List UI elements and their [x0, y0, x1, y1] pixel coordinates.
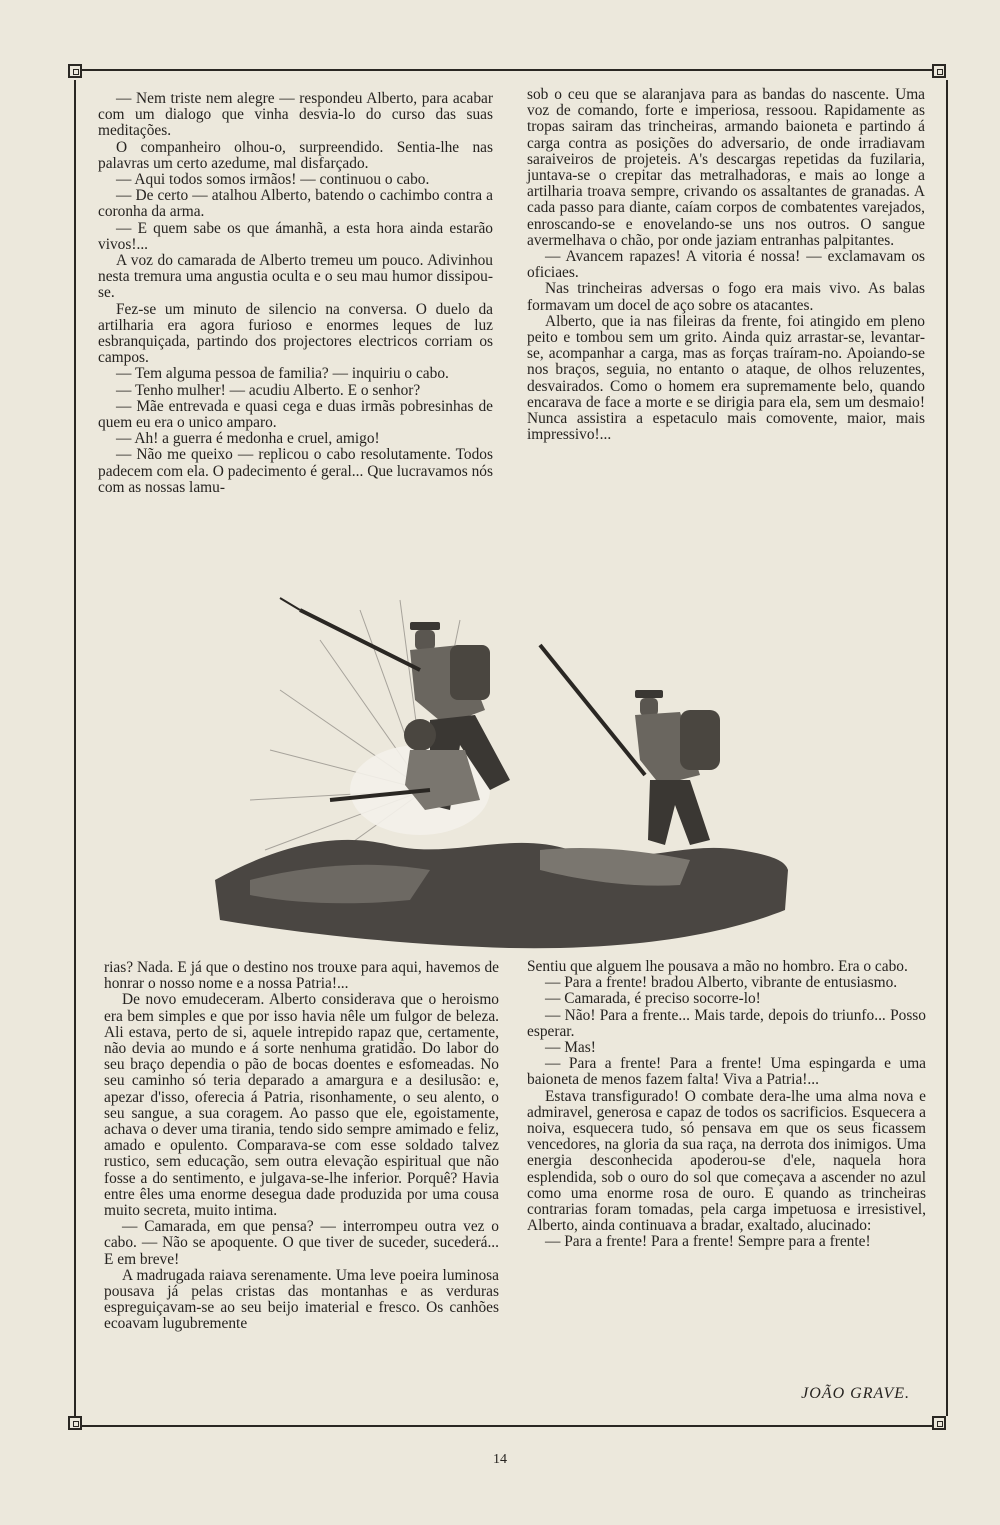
paragraph: — E quem sabe os que ámanhã, a esta hora ainda estarão vivos!... [98, 219, 493, 253]
paragraph: — De certo — atalhou Alberto, batendo o cachimbo contra a coronha da arma. [98, 187, 493, 221]
text-column-top-left [98, 91, 493, 496]
paragraph: — Camarada, em que pensa? — interrompeu outra vez o cabo. — Não se apoquente. O que tiver de suceder, sucederá... E em breve! [104, 1218, 499, 1268]
paragraph: Fez-se um minuto de silencio na conversa. O duelo da artilharia era agora furioso e enormes leques de luz esbranquiçada, partindo dos projectores electricos corriam os campos. [98, 300, 493, 367]
paragraph: — Avancem rapazes! A vitoria é nossa! — exclamavam os oficiaes. [527, 248, 925, 282]
paragraph: — Nem triste nem alegre — respondeu Alberto, para acabar com um dialogo que vinha desvia-lo do curso das suas meditações. [98, 90, 493, 140]
text-column-bottom-left [104, 960, 499, 1333]
corner-ornament-top-right [932, 64, 946, 78]
frame-right-rule [946, 80, 948, 1416]
corner-ornament-bottom-left [68, 1416, 82, 1430]
paragraph: — Camarada, é preciso socorre-lo! [545, 990, 761, 1008]
corner-ornament-top-left [68, 64, 82, 78]
paragraph: rias? Nada. E já que o destino nos trouxe para aqui, havemos de honrar o nosso nome e a nossa Patria!... [104, 959, 499, 993]
page-number: 14 [493, 1452, 507, 1467]
battle-illustration [210, 550, 790, 955]
frame-bottom-rule [78, 1425, 946, 1427]
text-column-bottom-right [527, 959, 926, 1251]
paragraph: — Para a frente! bradou Alberto, vibrante de entusiasmo. [545, 974, 898, 992]
paragraph: A madrugada raiava serenamente. Uma leve poeira luminosa pousava já pelas cristas das montanhas e as verduras espreguiçavam-se ao seu beijo imaterial e fresco. Os canhões ecoavam lugubremente [104, 1266, 499, 1333]
paragraph: — Mas! [545, 1039, 596, 1057]
frame-left-rule [74, 80, 76, 1416]
paragraph: — Mãe entrevada e quasi cega e duas irmãs pobresinhas de quem eu era o unico amparo. [98, 397, 493, 432]
corner-ornament-bottom-right [932, 1416, 946, 1430]
paragraph: A voz do camarada de Alberto tremeu um pouco. Adivinhou nesta tremura uma angustia oculta e o seu mau humor dissipou-se. [98, 252, 493, 302]
paragraph: O companheiro olhou-o, surpreendido. Sentia-lhe nas palavras um certo azedume, mal disfarçado. [98, 138, 493, 172]
paragraph: — Ah! a guerra é medonha e cruel, amigo! [116, 430, 380, 448]
paragraph: Estava transfigurado! O combate dera-lhe uma alma nova e admiravel, generosa e capaz de todos os sacrificios. Esquecera a noiva, esquecera tudo, só pensava em que os seus ficassem vencedores, na gloria da sua raça, na derrota dos inimigos. Uma energia desconhecida apoderou-se d'ele, naquela hora esplendida, sob o ouro do sol que começava a ascender no azul como uma enorme rosa de ouro. E quando as trincheiras contrarias foram tomadas, pela carga impetuosa e irresistivel, Alberto, ainda continuava a bradar, exaltado, alucinado: [527, 1087, 926, 1235]
paragraph: — Não! Para a frente... Mais tarde, depois do triunfo... Posso esperar. [527, 1006, 926, 1040]
paragraph: — Tem alguma pessoa de familia? — inquiriu o cabo. [116, 365, 449, 383]
paragraph: — Para a frente! Para a frente! Uma espingarda e uma baioneta de menos fazem falta! Viva a Patria!... [527, 1055, 926, 1089]
paragraph: Sentiu que alguem lhe pousava a mão no hombro. Era o cabo. [527, 958, 908, 975]
text-column-top-right [527, 87, 925, 443]
paragraph: sob o ceu que se alaranjava para as bandas do nascente. Uma voz de comando, forte e imperiosa, ressoou. Rapidamente as tropas sairam das trincheiras, armando baioneta e partindo á carga contra as posições do adversario, de onde irradiavam saraiveiros de projeteis. A's descargas repetidas da fuzilaria, juntava-se o crepitar das metralhadoras, e mais ao longe a artilharia troava sempre, crivando os assaltantes de granadas. A cada passo para diante, caíam corpos de combatentes varejados, enroscando-se e enovelando-se uns nos outros. O sangue avermelhava o chão, por onde jaziam entranhas palpitantes. [527, 86, 925, 249]
paragraph: — Para a frente! Para a frente! Sempre para a frente! [545, 1233, 871, 1251]
author-signature: JOÃO GRAVE. [801, 1385, 910, 1402]
paragraph: De novo emudeceram. Alberto considerava que o heroismo era bem simples e que por isso havia nêle um fulgor de beleza. Ali estava, perto de si, aquele intrepido rapaz que, certamente, não devia ao mundo e á sorte nenhuma gratidão. Do labor do seu braço dependia o pão de bocas doentes e esfomeadas. No seu caminho só teria deparado a amargura e a desilusão: e, apezar d'isso, oferecia á Patria, risonhamente, o seu alento, o seu sangue, a sua coragem. Ao passo que ele, egoistamente, achava o dever uma tirania, tendo sido sempre amimado e feliz, amado e opulento. Comparava-se com esse soldado talvez rustico, sem educação, sem outra elevação espiritual que não fosse a do sentimento, e julgava-se-lhe inferior. Porquê? Havia entre êles uma enorme desegua dade produzida por uma cousa muito secreta, muito intima. [104, 991, 499, 1220]
paragraph: Alberto, que ia nas fileiras da frente, foi atingido em pleno peito e tombou sem um grito. Ainda quiz arrastar-se, levantar-se, acompanhar a carga, mas as forças traíram-no. Apoiando-se nos braços, seguia, no entanto o ataque, de olhos reluzentes, desvairados. Como o homem era supremamente belo, quando encarava de face a morte e se dirigia para ela, sem um desmaio! Nunca assistira a espetaculo mais comovente, maior, mais impressivo!... [527, 312, 925, 444]
paragraph: Nas trincheiras adversas o fogo era mais vivo. As balas formavam um docel de aço sobre os atacantes. [527, 280, 925, 314]
frame-top-rule [78, 69, 946, 71]
paragraph: — Aqui todos somos irmãos! — continuou o cabo. [116, 171, 430, 189]
paragraph: — Tenho mulher! — acudiu Alberto. E o senhor? [116, 381, 421, 399]
paragraph: — Não me queixo — replicou o cabo resolutamente. Todos padecem com ela. O padecimento é geral... Que lucravamos nós com as nossas lamu- [98, 446, 493, 496]
